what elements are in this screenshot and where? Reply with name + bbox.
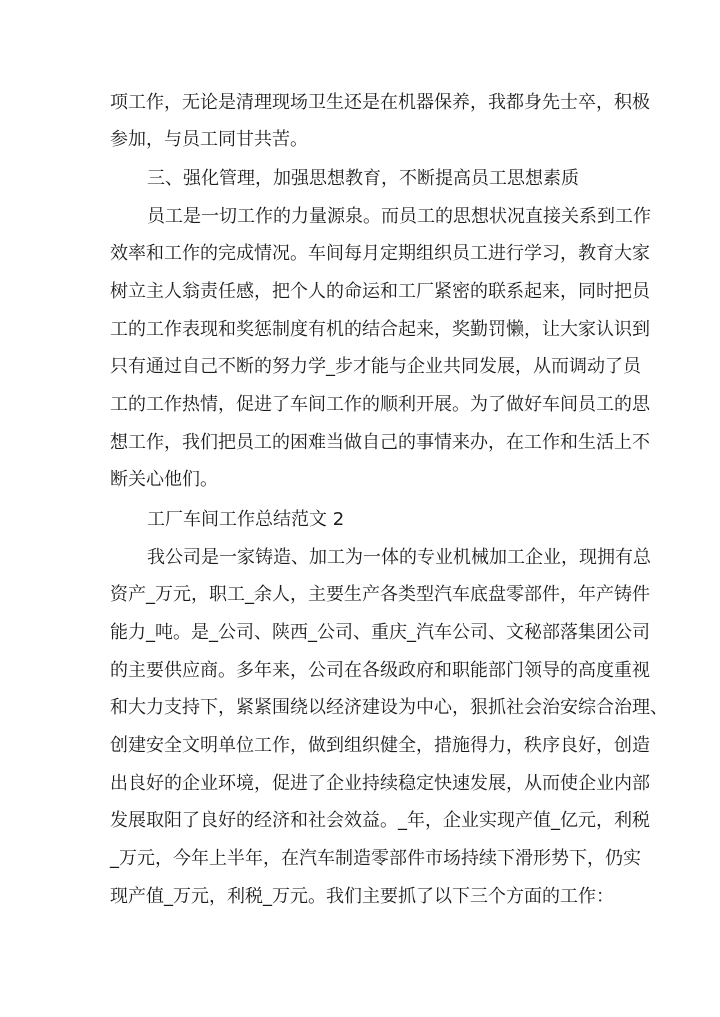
paragraph-line: 现产值_万元，利税_万元。我们主要抓了以下三个方面的工作： [110, 886, 614, 907]
section-title: 工厂车间工作总结范文 2 [147, 509, 345, 530]
paragraph-line: 参加，与员工同甘共苦。 [110, 129, 308, 150]
paragraph-line: 和大力支持下，紧紧围绕以经济建设为中心，狠抓社会治安综合治理、 [110, 697, 668, 718]
paragraph-line: 能力_吨。是_公司、陕西_公司、重庆_汽车公司、文秘部落集团公司 [110, 622, 650, 643]
paragraph-line: 效率和工作的完成情况。车间每月定期组织员工进行学习，教育大家 [110, 243, 650, 264]
paragraph-line: 树立主人翁责任感，把个人的命运和工厂紧密的联系起来，同时把员 [110, 281, 650, 302]
paragraph-line: 工的工作热情，促进了车间工作的顺利开展。为了做好车间员工的思 [110, 394, 650, 415]
paragraph-line: 的主要供应商。多年来，公司在各级政府和职能部门领导的高度重视 [110, 660, 650, 681]
paragraph-line: 员工是一切工作的力量源泉。而员工的思想状况直接关系到工作 [147, 206, 651, 227]
paragraph-line: 想工作，我们把员工的困难当做自己的事情来办，在工作和生活上不 [110, 432, 650, 453]
paragraph-line: 出良好的企业环境，促进了企业持续稳定快速发展，从而使企业内部 [110, 773, 650, 794]
paragraph-line: 断关心他们。 [110, 469, 218, 490]
section-heading: 三、强化管理，加强思想教育，不断提高员工思想素质 [147, 168, 579, 189]
paragraph-line: 工的工作表现和奖惩制度有机的结合起来，奖勤罚懒，让大家认识到 [110, 319, 650, 340]
paragraph-line: 发展取阳了良好的经济和社会效益。_年，企业实现产值_亿元，利税 [110, 810, 650, 831]
paragraph-line: 创建安全文明单位工作，做到组织健全，措施得力，秩序良好，创造 [110, 735, 650, 756]
paragraph-line: 项工作，无论是清理现场卫生还是在机器保养，我都身先士卒，积极 [110, 92, 650, 113]
paragraph-line: _万元，今年上半年，在汽车制造零部件市场持续下滑形势下，仍实 [110, 848, 641, 869]
paragraph-line: 我公司是一家铸造、加工为一体的专业机械加工企业，现拥有总 [147, 547, 651, 568]
paragraph-line: 只有通过自己不断的努力学_步才能与企业共同发展，从而调动了员 [110, 356, 641, 377]
paragraph-line: 资产_万元，职工_余人，主要生产各类型汽车底盘零部件，年产铸件 [110, 584, 650, 605]
